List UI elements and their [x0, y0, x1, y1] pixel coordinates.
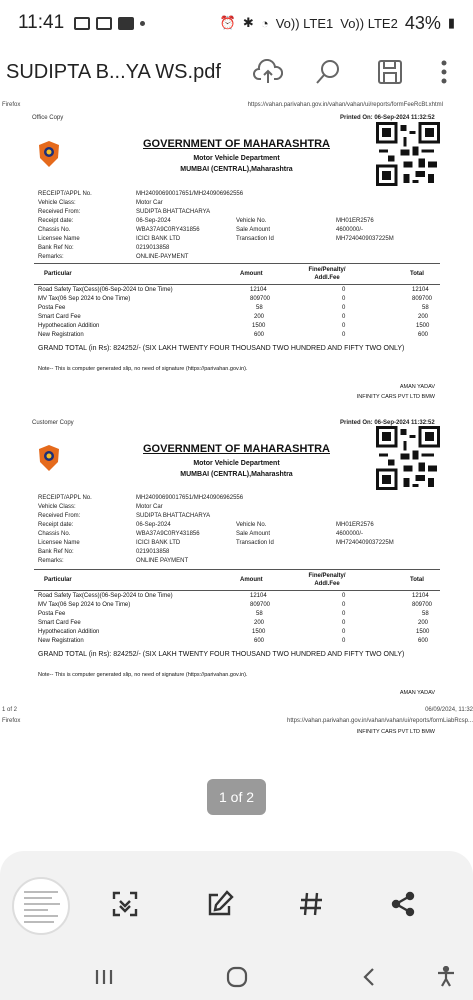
col-particular: Particular: [44, 271, 72, 277]
wifi-icon: ◔: [260, 15, 269, 31]
page2-header-right: https://vahan.parivahan.gov.in/vahan/vahan/ui/reports/formLiabRcsp...: [287, 718, 473, 724]
hash-icon: [298, 891, 324, 917]
accessibility-icon: [435, 966, 457, 988]
recents-icon: [94, 967, 114, 987]
copy-label: Customer Copy: [32, 420, 74, 426]
field-label: Vehicle No.: [236, 218, 267, 224]
cell-total: 809700: [412, 602, 433, 608]
table-row: [38, 287, 438, 295]
cell-particular: Hypothecation Addition: [38, 629, 100, 635]
signal-1-label: Vo)) LTE1: [275, 15, 334, 31]
hashtag-button[interactable]: [294, 887, 328, 921]
accessibility-button[interactable]: [428, 961, 464, 993]
grand-total: GRAND TOTAL (in Rs): 824252/- (SIX LAKH TWENTY FOUR THOUSAND TWO HUNDRED AND FIFTY TWO ONLY): [38, 651, 405, 658]
notification-icons: [74, 17, 145, 30]
department-name: Motor Vehicle Department: [193, 155, 280, 162]
home-button[interactable]: [219, 961, 255, 993]
field-value: MH01ER2576: [336, 522, 374, 528]
field-value: Motor Car: [136, 504, 163, 510]
page-footer-right: 06/09/2024, 11:32: [425, 707, 473, 713]
page-indicator: 1 of 2: [207, 779, 266, 815]
col-particular: Particular: [44, 577, 72, 583]
cell-particular: Road Safety Tax(Cess)(06-Sep-2024 to One Time): [38, 287, 173, 293]
col-total: Total: [410, 271, 424, 277]
field-value: WBA37A9C0RY431856: [136, 227, 200, 233]
signal-2-label: Vo)) LTE2: [340, 15, 398, 31]
note: Note-- This is computer generated slip, no need of signature (https://parivahan.gov.in).: [38, 366, 248, 372]
file-title: SUDIPTA B...YA WS.pdf: [6, 60, 221, 83]
cell-particular: MV Tax(06 Sep 2024 to One Time): [38, 602, 131, 608]
cell-total: 200: [418, 620, 429, 626]
cell-fine: 0: [342, 287, 346, 293]
cell-particular: Posta Fee: [38, 305, 66, 311]
field-value: SUDIPTA BHATTACHARYA: [136, 209, 211, 215]
field-value: MH7240409037225M: [336, 236, 394, 242]
qr-code-icon: [376, 122, 440, 186]
gallery-icon: [74, 17, 90, 30]
cell-total: 1500: [416, 629, 430, 635]
cell-fine: 0: [342, 305, 346, 311]
gov-title: GOVERNMENT OF MAHARASHTRA: [143, 443, 330, 455]
cell-total: 58: [422, 305, 429, 311]
cell-total: 1500: [416, 323, 430, 329]
field-value: 4600000/-: [336, 531, 364, 537]
cell-total: 200: [418, 314, 429, 320]
cell-fine: 0: [342, 611, 346, 617]
share-icon: [390, 891, 416, 917]
scan-icon: [112, 891, 138, 917]
field-label: Remarks:: [38, 558, 64, 564]
back-button[interactable]: [351, 961, 387, 993]
field-label: Remarks:: [38, 254, 64, 260]
field-value: MH24090690017651/MH240906962556: [136, 495, 244, 501]
scan-button[interactable]: [108, 887, 142, 921]
cell-amount: 58: [256, 305, 263, 311]
cell-fine: 0: [342, 296, 346, 302]
field-label: Bank Ref No:: [38, 245, 74, 251]
clock: 11:41: [18, 12, 65, 33]
more-options-button[interactable]: [421, 49, 467, 95]
field-value: MH24090690017651/MH240906962556: [136, 191, 244, 197]
page-header-left: Firefox: [2, 102, 21, 108]
col-amount: Amount: [240, 577, 263, 583]
cell-particular: MV Tax(06 Sep 2024 to One Time): [38, 296, 131, 302]
cell-particular: Hypothecation Addition: [38, 323, 100, 329]
field-value: 06-Sep-2024: [136, 218, 171, 224]
field-label: Vehicle Class:: [38, 504, 76, 510]
back-icon: [361, 967, 377, 987]
field-label: Sale Amount: [236, 227, 271, 233]
alarm-icon: ⏰: [219, 15, 236, 30]
field-label: Bank Ref No:: [38, 549, 74, 555]
bluetooth-icon: ✱: [242, 15, 254, 30]
signatory-name: AMAN YADAV: [399, 690, 435, 696]
qr-code-icon: [376, 426, 440, 490]
cell-amount: 12104: [250, 287, 267, 293]
battery-level: 43%: [404, 12, 441, 33]
dealer-name: INFINITY CARS PVT LTD BMW: [356, 729, 435, 735]
copy-label: Office Copy: [32, 115, 64, 121]
cell-total: 600: [418, 332, 429, 338]
printed-on: Printed On: 06-Sep-2024 11:32:52: [340, 420, 435, 426]
printed-on: Printed On: 06-Sep-2024 11:32:52: [340, 115, 435, 121]
cell-amount: 809700: [250, 602, 271, 608]
field-value: SUDIPTA BHATTACHARYA: [136, 513, 211, 519]
system-navbar: [0, 955, 473, 1000]
table-row: [38, 305, 438, 313]
field-value: MH7240409037225M: [336, 540, 394, 546]
field-label: Vehicle Class:: [38, 200, 76, 206]
share-button[interactable]: [386, 887, 420, 921]
field-label: Chassis No.: [38, 227, 71, 233]
field-value: 0219013858: [136, 549, 170, 555]
page-thumbnail[interactable]: [12, 877, 70, 935]
field-value: ONLINE PAYMENT: [136, 558, 189, 564]
app-notification-icon: [118, 17, 134, 30]
table-row: [38, 593, 438, 601]
battery-icon: ▮: [447, 15, 455, 30]
field-value: 0219013858: [136, 245, 170, 251]
field-label: Received From:: [38, 513, 81, 519]
field-value: WBA37A9C0RY431856: [136, 531, 200, 537]
gov-title: GOVERNMENT OF MAHARASHTRA: [143, 138, 330, 150]
cell-amount: 809700: [250, 296, 271, 302]
cloud-upload-icon: [253, 59, 283, 85]
cell-total: 600: [418, 638, 429, 644]
cell-amount: 1500: [252, 629, 266, 635]
table-row: [38, 629, 438, 637]
save-icon: [377, 59, 403, 85]
office-name: MUMBAI (CENTRAL),Maharashtra: [180, 471, 293, 478]
more-notifications-icon: [140, 21, 145, 26]
cell-fine: 0: [342, 638, 346, 644]
field-label: Transaction Id: [236, 236, 274, 242]
grand-total: GRAND TOTAL (in Rs): 824252/- (SIX LAKH TWENTY FOUR THOUSAND TWO HUNDRED AND FIFTY TWO ONLY): [38, 345, 405, 352]
field-value: ICICI BANK LTD: [136, 540, 181, 546]
note: Note-- This is computer generated slip, no need of signature (https://parivahan.gov.in).: [38, 672, 248, 678]
page-header-right: https://vahan.parivahan.gov.in/vahan/vahan/ui/reports/formFeeRcBt.xhtml: [247, 102, 443, 108]
field-label: Licensee Name: [38, 540, 80, 546]
field-label: RECEIPT/APPL No.: [38, 191, 92, 197]
table-row: [38, 638, 438, 646]
cell-particular: Smart Card Fee: [38, 620, 81, 626]
field-label: RECEIPT/APPL No.: [38, 495, 92, 501]
search-icon: [314, 58, 342, 86]
system-icons: [220, 13, 455, 34]
bottom-toolbar: [0, 851, 473, 955]
cell-amount: 200: [254, 314, 265, 320]
cell-fine: 0: [342, 323, 346, 329]
field-label: Transaction Id: [236, 540, 274, 546]
app-bar: [0, 46, 473, 98]
office-name: MUMBAI (CENTRAL),Maharashtra: [180, 166, 293, 173]
upload-cloud-button[interactable]: [245, 49, 291, 95]
field-label: Licensee Name: [38, 236, 80, 242]
cell-amount: 58: [256, 611, 263, 617]
mail-icon: [96, 17, 112, 30]
col-fine: Fine/Penalty/ Addl.Fee: [308, 573, 346, 587]
cell-fine: 0: [342, 602, 346, 608]
field-value: ICICI BANK LTD: [136, 236, 181, 242]
field-value: 4600000/-: [336, 227, 364, 233]
edit-button[interactable]: [203, 887, 237, 921]
table-header: [34, 263, 440, 285]
table-row: [38, 332, 438, 340]
recents-button[interactable]: [86, 961, 122, 993]
col-amount: Amount: [240, 271, 263, 277]
table-row: [38, 611, 438, 619]
home-icon: [226, 966, 248, 988]
dealer-name: INFINITY CARS PVT LTD BMW: [356, 394, 435, 400]
table-row: [38, 602, 438, 610]
cell-particular: Road Safety Tax(Cess)(06-Sep-2024 to One Time): [38, 593, 173, 599]
cell-total: 12104: [412, 593, 429, 599]
page-footer-left: 1 of 2: [2, 707, 18, 713]
cell-fine: 0: [342, 629, 346, 635]
cell-fine: 0: [342, 314, 346, 320]
col-fine: Fine/Penalty/ Addl.Fee: [308, 267, 346, 281]
table-row: [38, 620, 438, 628]
field-label: Sale Amount: [236, 531, 271, 537]
field-label: Receipt date:: [38, 522, 74, 528]
cell-total: 58: [422, 611, 429, 617]
field-label: Receipt date:: [38, 218, 74, 224]
status-bar: [0, 0, 473, 46]
field-label: Chassis No.: [38, 531, 71, 537]
field-label: Received From:: [38, 209, 81, 215]
cell-amount: 200: [254, 620, 265, 626]
col-total: Total: [410, 577, 424, 583]
signatory-name: AMAN YADAV: [399, 384, 435, 390]
department-name: Motor Vehicle Department: [193, 460, 280, 467]
more-vert-icon: [440, 59, 448, 85]
cell-particular: Smart Card Fee: [38, 314, 81, 320]
cell-total: 809700: [412, 296, 433, 302]
edit-icon: [206, 890, 234, 918]
cell-amount: 600: [254, 332, 265, 338]
field-value: Motor Car: [136, 200, 163, 206]
cell-fine: 0: [342, 332, 346, 338]
cell-fine: 0: [342, 593, 346, 599]
cell-particular: New Registration: [38, 332, 84, 338]
field-label: Vehicle No.: [236, 522, 267, 528]
table-header: [34, 569, 440, 591]
table-row: [38, 323, 438, 331]
table-row: [38, 296, 438, 304]
cell-amount: 600: [254, 638, 265, 644]
cell-particular: New Registration: [38, 638, 84, 644]
cell-particular: Posta Fee: [38, 611, 66, 617]
search-button[interactable]: [305, 49, 351, 95]
table-row: [38, 314, 438, 322]
field-value: ONLINE-PAYMENT: [136, 254, 189, 260]
cell-fine: 0: [342, 620, 346, 626]
field-value: MH01ER2576: [336, 218, 374, 224]
page2-header-left: Firefox: [2, 718, 21, 724]
cell-total: 12104: [412, 287, 429, 293]
cell-amount: 12104: [250, 593, 267, 599]
cell-amount: 1500: [252, 323, 266, 329]
field-value: 06-Sep-2024: [136, 522, 171, 528]
pdf-page[interactable]: [0, 100, 473, 740]
save-button[interactable]: [367, 49, 413, 95]
